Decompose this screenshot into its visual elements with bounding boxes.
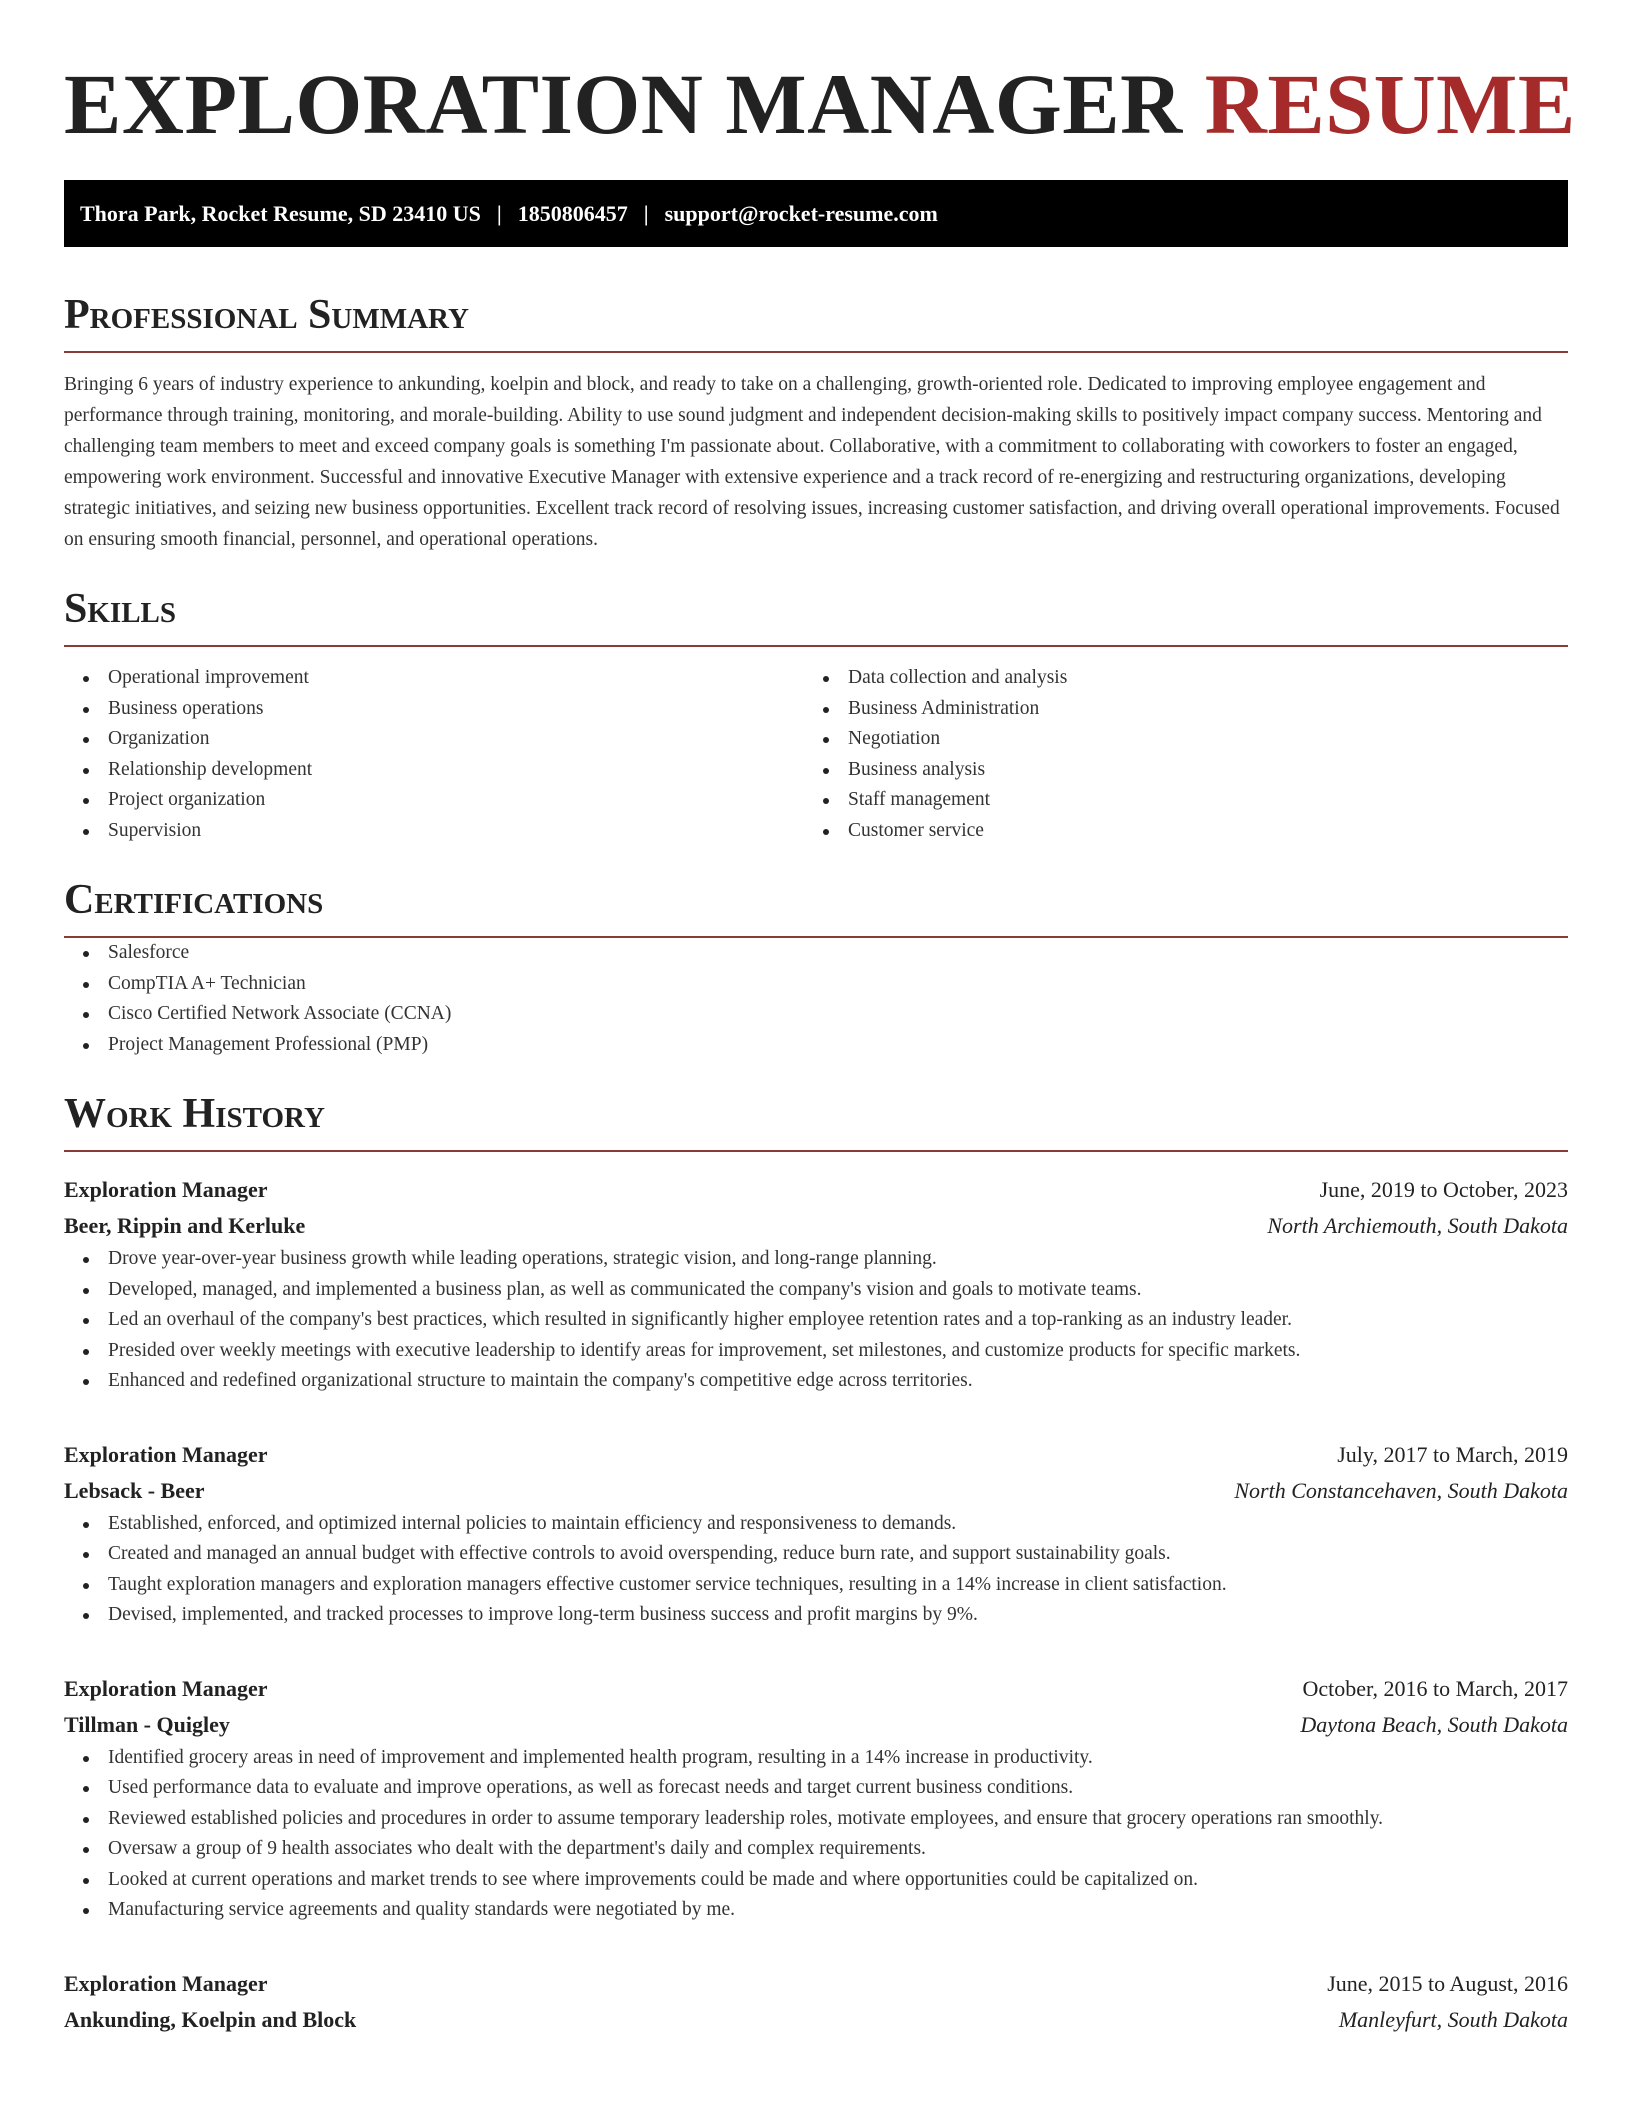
job-dates: October, 2016 to March, 2017 (1302, 1675, 1568, 1701)
skill-item: Operational improvement (64, 663, 804, 694)
job-company-row (64, 2002, 1568, 2038)
job-bullet: Oversaw a group of 9 health associates who dealt with the department's daily and complex requirements. (64, 1834, 1568, 1865)
job-header-row (64, 1966, 1568, 2002)
job-company: Beer, Rippin and Kerluke (64, 1213, 306, 1238)
skills-grid (64, 663, 1568, 846)
skill-item: Data collection and analysis (804, 663, 1544, 694)
job-company: Tillman - Quigley (64, 1711, 230, 1737)
job-bullet: Established, enforced, and optimized internal policies to maintain efficiency and responsiveness to demands. (64, 1509, 1568, 1540)
job-title: Exploration Manager (64, 1675, 268, 1701)
job-entry (64, 1437, 1568, 1631)
skills-list-left (64, 663, 804, 846)
skill-item: Business analysis (804, 755, 1544, 786)
skill-item: Relationship development (64, 755, 804, 786)
job-bullet: Manufacturing service agreements and quality standards were negotiated by me. (64, 1895, 1568, 1926)
job-bullet: Created and managed an annual budget with effective controls to avoid overspending, reduce burn rate, and support sustainability goals. (64, 1539, 1568, 1570)
title-accent: RESUME (1204, 56, 1576, 152)
skill-item: Business operations (64, 694, 804, 725)
contact-phone: 1850806457 (517, 200, 628, 226)
job-bullet: Looked at current operations and market trends to see where improvements could be made and where opportunities could be capitalized on. (64, 1865, 1568, 1896)
skill-item: Customer service (804, 816, 1544, 847)
job-location: North Constancehaven, South Dakota (1234, 1477, 1568, 1503)
certification-item: Project Management Professional (PMP) (64, 1030, 1568, 1061)
job-bullet: Taught exploration managers and exploration managers effective customer service techniques, resulting in a 14% increase in client satisfaction. (64, 1570, 1568, 1601)
contact-email: support@rocket-resume.com (664, 200, 938, 226)
skills-column-left (64, 663, 804, 846)
certifications-list (64, 938, 1568, 1060)
job-bullet-list (64, 1244, 1568, 1397)
job-dates: June, 2019 to October, 2023 (1319, 1177, 1568, 1202)
skill-item: Organization (64, 724, 804, 755)
skill-item: Project organization (64, 785, 804, 816)
skill-item: Negotiation (804, 724, 1544, 755)
contact-separator: | (643, 200, 649, 226)
job-bullet: Presided over weekly meetings with executive leadership to identify areas for improvement, set milestones, and customize products for specific markets. (64, 1336, 1568, 1367)
job-bullet: Reviewed established policies and procedures in order to assume temporary leadership roles, motivate employees, and ensure that grocery operations ran smoothly. (64, 1804, 1568, 1835)
job-title: Exploration Manager (64, 1970, 268, 1996)
job-bullet: Enhanced and redefined organizational structure to maintain the company's competitive edge across territories. (64, 1366, 1568, 1397)
job-bullet: Devised, implemented, and tracked processes to improve long-term business success and profit margins by 9%. (64, 1600, 1568, 1631)
contact-bar (64, 180, 1568, 247)
job-bullet: Drove year-over-year business growth while leading operations, strategic vision, and long-range planning. (64, 1244, 1568, 1275)
skills-heading: Skills (64, 585, 1568, 647)
job-dates: June, 2015 to August, 2016 (1327, 1970, 1568, 1996)
job-dates: July, 2017 to March, 2019 (1337, 1441, 1568, 1467)
job-company: Ankunding, Koelpin and Block (64, 2006, 357, 2032)
job-bullet-list (64, 1743, 1568, 1926)
job-entry (64, 1172, 1568, 1397)
job-header-row (64, 1172, 1568, 1208)
job-bullet: Led an overhaul of the company's best practices, which resulted in significantly higher employee retention rates and a top-ranking as an industry leader. (64, 1305, 1568, 1336)
job-company: Lebsack - Beer (64, 1477, 205, 1503)
job-bullet: Developed, managed, and implemented a business plan, as well as communicated the company's vision and goals to motivate teams. (64, 1275, 1568, 1306)
job-bullet: Identified grocery areas in need of improvement and implemented health program, resulting in a 14% increase in productivity. (64, 1743, 1568, 1774)
job-bullet: Used performance data to evaluate and improve operations, as well as forecast needs and target current business conditions. (64, 1773, 1568, 1804)
job-entry (64, 1671, 1568, 1926)
job-company-row (64, 1707, 1568, 1743)
skill-item: Supervision (64, 816, 804, 847)
title-main: EXPLORATION MANAGER (64, 56, 1183, 152)
certification-item: Cisco Certified Network Associate (CCNA) (64, 999, 1568, 1030)
certification-item: Salesforce (64, 938, 1568, 969)
skill-item: Business Administration (804, 694, 1544, 725)
summary-heading: Professional Summary (64, 291, 1568, 353)
job-header-row (64, 1671, 1568, 1707)
contact-separator: | (496, 200, 502, 226)
job-company-row (64, 1473, 1568, 1509)
job-title: Exploration Manager (64, 1177, 268, 1202)
skill-item: Staff management (804, 785, 1544, 816)
resume-title (64, 56, 1576, 152)
job-header-row (64, 1437, 1568, 1473)
work-history-heading: Work History (64, 1090, 1568, 1152)
job-location: Manleyfurt, South Dakota (1338, 2006, 1568, 2032)
job-location: North Archiemouth, South Dakota (1267, 1213, 1568, 1238)
skills-column-right (804, 663, 1544, 846)
job-bullet-list (64, 1509, 1568, 1631)
contact-address: Thora Park, Rocket Resume, SD 23410 US (80, 200, 481, 226)
summary-text: Bringing 6 years of industry experience to ankunding, koelpin and block, and ready to take on a challenging, growth-oriented role. Dedicated to improving employee engagement and performance through training, monitoring, and morale-building. Ability to use sound judgment and independent decision-making skills to positively impact company success. Mentoring and challenging team members to meet and exceed company goals is something I'm passionate about. Collaborative, with a commitment to collaborating with coworkers to foster an engaged, empowering work environment. Successful and innovative Executive Manager with extensive experience and a track record of re-energizing and restructuring organizations, developing strategic initiatives, and seizing new business opportunities. Excellent track record of resolving issues, increasing customer satisfaction, and driving overall operational improvements. Focused on ensuring smooth financial, personnel, and operational operations. (64, 374, 1560, 550)
job-entry (64, 1966, 1568, 2038)
job-company-row (64, 1208, 1568, 1244)
certification-item: CompTIA A+ Technician (64, 969, 1568, 1000)
certifications-heading: Certifications (64, 876, 1568, 938)
skills-list-right (804, 663, 1544, 846)
job-location: Daytona Beach, South Dakota (1300, 1711, 1568, 1737)
job-title: Exploration Manager (64, 1441, 268, 1467)
resume-page (64, 0, 1576, 2038)
